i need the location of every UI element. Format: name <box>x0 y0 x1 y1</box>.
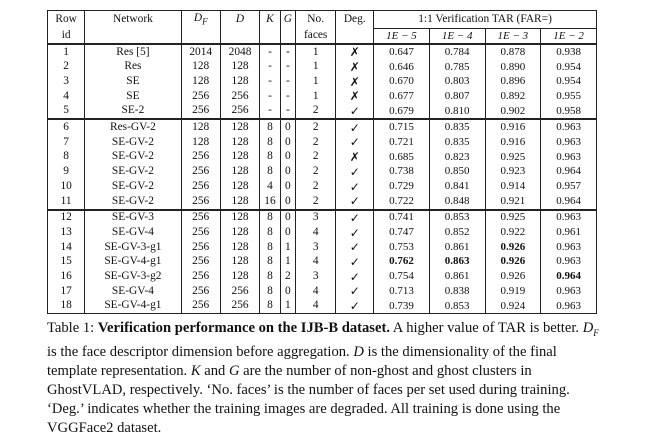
cell-tar: 0.963 <box>541 240 597 255</box>
cell-tar: 0.785 <box>429 60 485 75</box>
cell-row-id: 5 <box>48 104 85 120</box>
caption-label: Table 1: <box>47 320 98 336</box>
cell-tar: 0.753 <box>374 240 430 255</box>
header-g: G <box>280 11 295 29</box>
cell-tar: 0.841 <box>429 179 485 194</box>
cell-df: 256 <box>181 284 220 299</box>
cell-tar: 0.916 <box>485 119 541 135</box>
cell-k: 8 <box>260 225 281 240</box>
cell-k: - <box>260 104 281 120</box>
cell-g: 0 <box>280 150 295 165</box>
cell-g: - <box>280 60 295 75</box>
cell-d: 128 <box>220 269 259 284</box>
cell-g: 1 <box>280 299 295 314</box>
cell-g: - <box>280 89 295 104</box>
cell-degraded: ✓ <box>336 135 374 150</box>
cell-tar: 0.852 <box>429 225 485 240</box>
header-k: K <box>260 11 281 29</box>
cell-tar: 0.863 <box>429 255 485 270</box>
cell-g: 2 <box>280 269 295 284</box>
cell-network: SE-GV-2 <box>85 194 181 210</box>
cell-faces: 4 <box>295 255 335 270</box>
cell-tar: 0.738 <box>374 165 430 180</box>
cell-tar: 0.963 <box>541 299 597 314</box>
cell-df: 128 <box>181 135 220 150</box>
cell-row-id: 6 <box>48 119 85 135</box>
cell-faces: 2 <box>295 135 335 150</box>
cell-tar: 0.926 <box>485 240 541 255</box>
table-row <box>48 255 597 270</box>
cell-tar: 0.963 <box>541 150 597 165</box>
cell-k: 4 <box>260 179 281 194</box>
caption-title: Verification performance on the IJB-B dataset. <box>97 320 390 336</box>
table-caption: Table 1: Verification performance on the IJB-B dataset. A higher value of TAR is better. $D_F$ is the face descriptor dimension before aggregation. D is the dimensionality of the final template representation. K and G are the number of non-ghost and ghost clusters in GhostVLAD, respectively. ‘No. faces’ is the number of faces per set used during training. ‘Deg.’ indicates whether the training images are degraded. All training is done using the VGGFace2 dataset. <box>47 320 599 437</box>
cell-row-id: 14 <box>48 240 85 255</box>
cell-faces: 2 <box>295 165 335 180</box>
cell-df: 256 <box>181 240 220 255</box>
cell-k: 8 <box>260 150 281 165</box>
cell-g: 1 <box>280 240 295 255</box>
cell-tar: 0.722 <box>374 194 430 210</box>
cell-tar: 0.685 <box>374 150 430 165</box>
cell-d: 128 <box>220 60 259 75</box>
cell-tar: 0.926 <box>485 255 541 270</box>
cell-d: 256 <box>220 284 259 299</box>
cell-row-id: 16 <box>48 269 85 284</box>
cell-df: 128 <box>181 60 220 75</box>
results-table-container <box>47 10 597 314</box>
cell-d: 128 <box>220 135 259 150</box>
cell-tar: 0.713 <box>374 284 430 299</box>
cell-df: 256 <box>181 210 220 226</box>
cell-df: 256 <box>181 269 220 284</box>
cell-tar: 0.902 <box>485 104 541 120</box>
table-row <box>48 60 597 75</box>
table-row <box>48 119 597 135</box>
cell-row-id: 9 <box>48 165 85 180</box>
cell-g: - <box>280 104 295 120</box>
cell-k: - <box>260 44 281 60</box>
cell-faces: 2 <box>295 194 335 210</box>
cell-degraded: ✓ <box>336 104 374 120</box>
cell-network: SE-2 <box>85 104 181 120</box>
cell-d: 256 <box>220 104 259 120</box>
cell-df: 128 <box>181 74 220 89</box>
cell-network: SE-GV-2 <box>85 135 181 150</box>
cell-tar: 0.647 <box>374 44 430 60</box>
cell-row-id: 7 <box>48 135 85 150</box>
cell-tar: 0.747 <box>374 225 430 240</box>
cell-tar: 0.892 <box>485 89 541 104</box>
cell-row-id: 4 <box>48 89 85 104</box>
cell-tar: 0.955 <box>541 89 597 104</box>
cell-g: - <box>280 74 295 89</box>
header-far: 1E − 4 <box>429 29 485 45</box>
cell-tar: 0.964 <box>541 194 597 210</box>
table-row <box>48 284 597 299</box>
cell-tar: 0.739 <box>374 299 430 314</box>
cell-tar: 0.914 <box>485 179 541 194</box>
cell-tar: 0.958 <box>541 104 597 120</box>
cell-tar: 0.925 <box>485 210 541 226</box>
cell-tar: 0.835 <box>429 135 485 150</box>
results-table-body <box>48 44 597 314</box>
cell-faces: 1 <box>295 44 335 60</box>
cell-tar: 0.679 <box>374 104 430 120</box>
cell-d: 128 <box>220 119 259 135</box>
table-row <box>48 240 597 255</box>
table-row <box>48 74 597 89</box>
cell-row-id: 15 <box>48 255 85 270</box>
cell-g: 0 <box>280 165 295 180</box>
cell-faces: 1 <box>295 74 335 89</box>
cell-network: Res <box>85 60 181 75</box>
cell-k: 8 <box>260 210 281 226</box>
cell-tar: 0.838 <box>429 284 485 299</box>
cell-df: 256 <box>181 104 220 120</box>
cell-k: - <box>260 60 281 75</box>
cell-network: SE <box>85 74 181 89</box>
header-network: Network <box>85 11 181 29</box>
cell-row-id: 17 <box>48 284 85 299</box>
cell-row-id: 13 <box>48 225 85 240</box>
cell-degraded: ✓ <box>336 240 374 255</box>
cell-df: 256 <box>181 194 220 210</box>
cell-tar: 0.721 <box>374 135 430 150</box>
cell-faces: 1 <box>295 89 335 104</box>
cell-degraded: ✓ <box>336 255 374 270</box>
cell-k: 8 <box>260 135 281 150</box>
table-row <box>48 165 597 180</box>
header-faces-2: faces <box>295 29 335 45</box>
table-row <box>48 179 597 194</box>
cell-network: SE-GV-2 <box>85 150 181 165</box>
cell-tar: 0.924 <box>485 299 541 314</box>
cell-df: 2014 <box>181 44 220 60</box>
cell-faces: 2 <box>295 150 335 165</box>
cell-tar: 0.957 <box>541 179 597 194</box>
cell-g: 0 <box>280 135 295 150</box>
cell-d: 128 <box>220 240 259 255</box>
header-row: Row <box>48 11 85 29</box>
cell-k: 8 <box>260 119 281 135</box>
cell-tar: 0.677 <box>374 89 430 104</box>
cell-tar: 0.896 <box>485 74 541 89</box>
cell-d: 128 <box>220 225 259 240</box>
cell-g: 0 <box>280 119 295 135</box>
header-id: id <box>48 29 85 45</box>
cell-degraded: ✓ <box>336 269 374 284</box>
cell-d: 128 <box>220 255 259 270</box>
cell-df: 256 <box>181 225 220 240</box>
cell-k: 8 <box>260 255 281 270</box>
header-far: 1E − 5 <box>374 29 430 45</box>
cell-row-id: 10 <box>48 179 85 194</box>
cell-tar: 0.961 <box>541 225 597 240</box>
cell-faces: 2 <box>295 104 335 120</box>
cell-tar: 0.963 <box>541 284 597 299</box>
cell-degraded: ✓ <box>336 284 374 299</box>
cell-faces: 4 <box>295 225 335 240</box>
table-row <box>48 269 597 284</box>
cell-network: SE-GV-3-g2 <box>85 269 181 284</box>
cell-k: 16 <box>260 194 281 210</box>
table-row <box>48 210 597 226</box>
cell-tar: 0.807 <box>429 89 485 104</box>
cell-faces: 2 <box>295 179 335 194</box>
cell-tar: 0.754 <box>374 269 430 284</box>
cell-k: 8 <box>260 299 281 314</box>
header-far: 1E − 2 <box>541 29 597 45</box>
cell-tar: 0.861 <box>429 269 485 284</box>
cell-degraded: ✗ <box>336 89 374 104</box>
cell-degraded: ✓ <box>336 165 374 180</box>
table-row <box>48 225 597 240</box>
cell-network: SE-GV-3 <box>85 210 181 226</box>
cell-tar: 0.938 <box>541 44 597 60</box>
cell-g: 0 <box>280 179 295 194</box>
cell-network: SE-GV-4 <box>85 225 181 240</box>
cell-tar: 0.784 <box>429 44 485 60</box>
cell-tar: 0.848 <box>429 194 485 210</box>
cell-tar: 0.919 <box>485 284 541 299</box>
cell-degraded: ✓ <box>336 179 374 194</box>
cell-tar: 0.890 <box>485 60 541 75</box>
cell-df: 256 <box>181 255 220 270</box>
cell-tar: 0.954 <box>541 74 597 89</box>
cell-tar: 0.963 <box>541 255 597 270</box>
cell-row-id: 8 <box>48 150 85 165</box>
cell-tar: 0.646 <box>374 60 430 75</box>
cell-tar: 0.850 <box>429 165 485 180</box>
cell-tar: 0.715 <box>374 119 430 135</box>
cell-row-id: 18 <box>48 299 85 314</box>
cell-tar: 0.835 <box>429 119 485 135</box>
cell-g: 0 <box>280 210 295 226</box>
cell-df: 256 <box>181 150 220 165</box>
cell-k: - <box>260 89 281 104</box>
cell-network: SE-GV-4-g1 <box>85 299 181 314</box>
cell-tar: 0.954 <box>541 60 597 75</box>
results-table <box>47 10 597 314</box>
cell-row-id: 2 <box>48 60 85 75</box>
cell-df: 256 <box>181 165 220 180</box>
table-row <box>48 194 597 210</box>
cell-df: 256 <box>181 89 220 104</box>
cell-network: SE-GV-2 <box>85 179 181 194</box>
cell-faces: 2 <box>295 119 335 135</box>
cell-g: 0 <box>280 225 295 240</box>
cell-degraded: ✗ <box>336 150 374 165</box>
cell-row-id: 11 <box>48 194 85 210</box>
cell-degraded: ✗ <box>336 74 374 89</box>
cell-d: 128 <box>220 150 259 165</box>
cell-tar: 0.878 <box>485 44 541 60</box>
cell-g: 0 <box>280 284 295 299</box>
cell-row-id: 1 <box>48 44 85 60</box>
cell-row-id: 3 <box>48 74 85 89</box>
cell-tar: 0.670 <box>374 74 430 89</box>
cell-faces: 3 <box>295 269 335 284</box>
cell-d: 128 <box>220 210 259 226</box>
cell-tar: 0.861 <box>429 240 485 255</box>
cell-k: - <box>260 74 281 89</box>
table-row <box>48 44 597 60</box>
cell-degraded: ✓ <box>336 299 374 314</box>
cell-faces: 4 <box>295 284 335 299</box>
cell-tar: 0.729 <box>374 179 430 194</box>
cell-d: 128 <box>220 194 259 210</box>
cell-g: - <box>280 44 295 60</box>
cell-degraded: ✓ <box>336 210 374 226</box>
cell-network: SE-GV-3-g1 <box>85 240 181 255</box>
cell-df: 128 <box>181 119 220 135</box>
cell-tar: 0.916 <box>485 135 541 150</box>
cell-network: SE-GV-2 <box>85 165 181 180</box>
cell-network: SE <box>85 89 181 104</box>
cell-tar: 0.741 <box>374 210 430 226</box>
cell-faces: 3 <box>295 240 335 255</box>
header-tar-group: 1:1 Verification TAR (FAR=) <box>374 11 597 29</box>
cell-faces: 1 <box>295 60 335 75</box>
cell-row-id: 12 <box>48 210 85 226</box>
cell-network: Res [5] <box>85 44 181 60</box>
cell-k: 8 <box>260 165 281 180</box>
table-row <box>48 150 597 165</box>
cell-tar: 0.925 <box>485 150 541 165</box>
cell-d: 256 <box>220 89 259 104</box>
table-row <box>48 89 597 104</box>
table-row <box>48 135 597 150</box>
cell-tar: 0.853 <box>429 210 485 226</box>
cell-d: 256 <box>220 299 259 314</box>
cell-tar: 0.923 <box>485 165 541 180</box>
header-deg: Deg. <box>336 11 374 29</box>
header-faces-1: No. <box>295 11 335 29</box>
cell-network: SE-GV-4 <box>85 284 181 299</box>
cell-df: 256 <box>181 299 220 314</box>
header-d: D <box>220 11 259 29</box>
cell-tar: 0.963 <box>541 210 597 226</box>
cell-g: 0 <box>280 194 295 210</box>
cell-tar: 0.964 <box>541 165 597 180</box>
cell-tar: 0.853 <box>429 299 485 314</box>
cell-k: 8 <box>260 269 281 284</box>
cell-degraded: ✓ <box>336 225 374 240</box>
cell-k: 8 <box>260 284 281 299</box>
cell-d: 128 <box>220 165 259 180</box>
cell-tar: 0.963 <box>541 119 597 135</box>
cell-tar: 0.803 <box>429 74 485 89</box>
cell-k: 8 <box>260 240 281 255</box>
table-row <box>48 299 597 314</box>
cell-tar: 0.963 <box>541 135 597 150</box>
cell-degraded: ✗ <box>336 44 374 60</box>
cell-network: Res-GV-2 <box>85 119 181 135</box>
cell-tar: 0.922 <box>485 225 541 240</box>
cell-degraded: ✗ <box>336 60 374 75</box>
cell-df: 256 <box>181 179 220 194</box>
cell-tar: 0.964 <box>541 269 597 284</box>
cell-d: 2048 <box>220 44 259 60</box>
cell-tar: 0.823 <box>429 150 485 165</box>
cell-g: 1 <box>280 255 295 270</box>
cell-tar: 0.921 <box>485 194 541 210</box>
cell-d: 128 <box>220 74 259 89</box>
table-row <box>48 104 597 120</box>
cell-degraded: ✓ <box>336 194 374 210</box>
header-far: 1E − 3 <box>485 29 541 45</box>
cell-tar: 0.762 <box>374 255 430 270</box>
header-df: $D_F$ <box>181 11 220 29</box>
cell-faces: 3 <box>295 210 335 226</box>
cell-d: 128 <box>220 179 259 194</box>
cell-tar: 0.810 <box>429 104 485 120</box>
cell-degraded: ✓ <box>336 119 374 135</box>
cell-faces: 4 <box>295 299 335 314</box>
cell-tar: 0.926 <box>485 269 541 284</box>
cell-network: SE-GV-4-g1 <box>85 255 181 270</box>
